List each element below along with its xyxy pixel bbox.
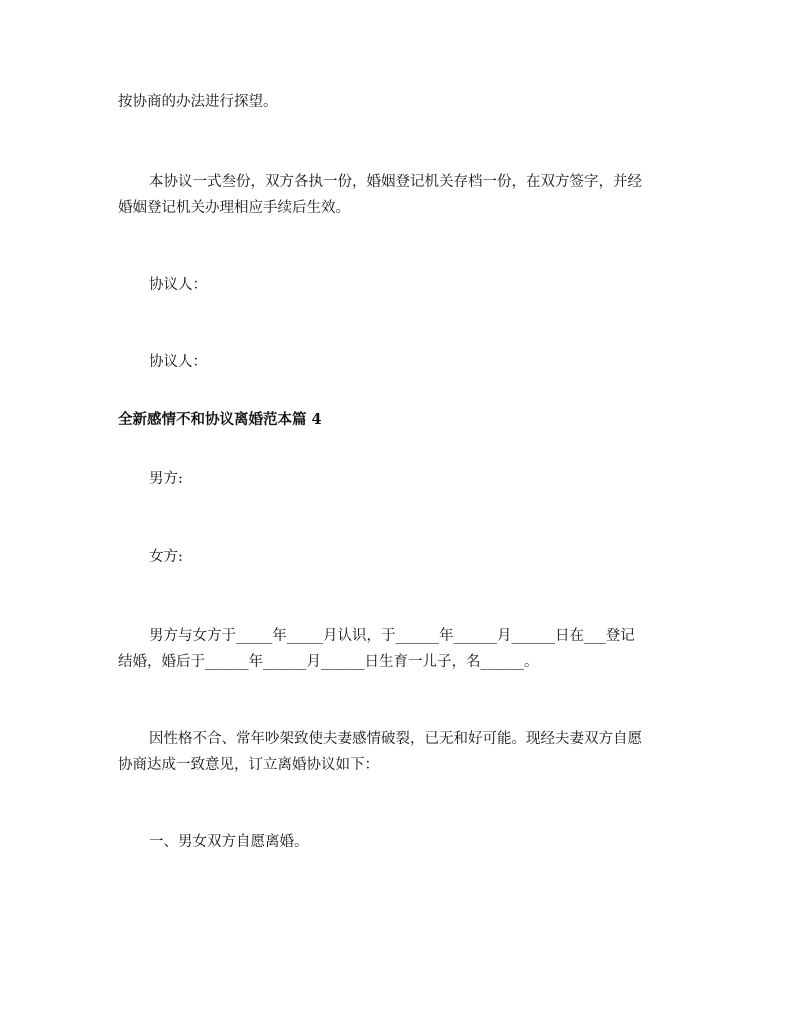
female-party-label: 女方: (149, 549, 183, 565)
male-party-label: 男方: (149, 471, 183, 487)
paragraph-marriage-line1: 男方与女方于_____年_____月认识，于______年______月______日在___登记 (149, 628, 635, 644)
clause-1: 一、男女双方自愿离婚。 (149, 834, 309, 850)
paragraph-visit-arrangement: 按协商的办法进行探望。 (118, 94, 278, 110)
section-heading: 全新感情不和协议离婚范本篇 4 (118, 411, 322, 428)
signer-label-1: 协议人： (149, 277, 207, 293)
paragraph-reason-line2: 协商达成一致意见，订立离婚协议如下： (118, 757, 379, 773)
signer-label-2: 协议人： (149, 354, 207, 370)
paragraph-reason-line1: 因性格不合、常年吵架致使夫妻感情破裂，已无和好可能。现经夫妻双方自愿 (149, 731, 642, 747)
paragraph-copies-line1: 本协议一式叁份，双方各执一份，婚姻登记机关存档一份，在双方签字，并经 (149, 174, 642, 190)
paragraph-copies-line2: 婚姻登记机关办理相应手续后生效。 (118, 200, 350, 216)
paragraph-marriage-line2: 结婚，婚后于______年______月______日生育一儿子，名______。 (118, 654, 539, 670)
